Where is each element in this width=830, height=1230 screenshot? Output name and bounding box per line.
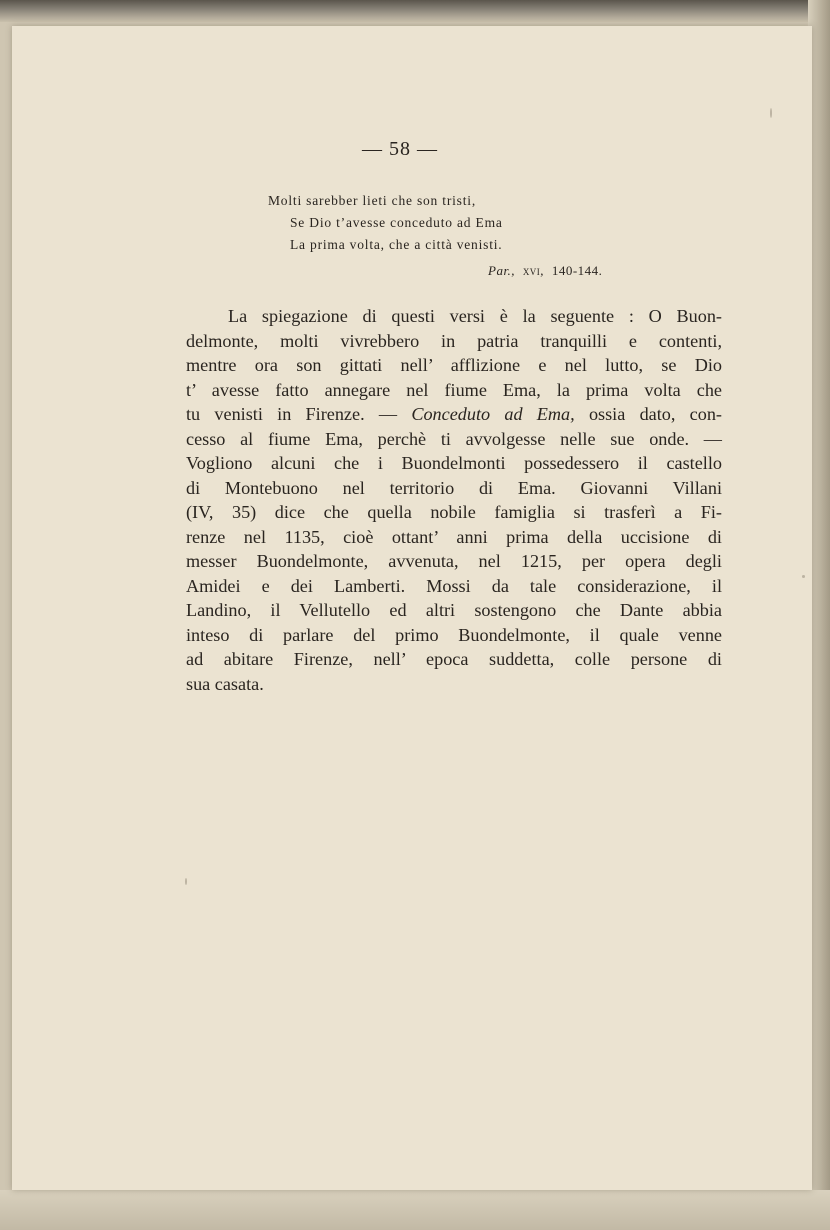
scan-bottom-edge [0, 1190, 830, 1230]
paper-speck [185, 878, 187, 885]
commentary-paragraph [186, 304, 722, 696]
page-number: — 58 — [362, 138, 438, 160]
paragraph-segment: tu venisti in Firenze. — [186, 404, 398, 424]
verse-line: La prima volta, che a città venisti. [290, 237, 503, 252]
paragraph-line: Vogliono alcuni che i Buondelmonti possedessero il castello [186, 453, 722, 473]
verse-quote [268, 190, 628, 256]
paragraph-line: (IV, 35) dice che quella nobile famiglia si trasferì a Fi- [186, 502, 722, 522]
italic-quotation: Conceduto ad Ema, [411, 404, 575, 424]
paper-speck [770, 108, 772, 118]
paragraph-line: La spiegazione di questi versi è la seguente : O Buon- [228, 306, 722, 326]
verse-line: Se Dio t’avesse conceduto ad Ema [290, 215, 503, 230]
citation-lines: 140-144. [551, 263, 603, 278]
paragraph-line: cesso al fiume Ema, perchè ti avvolgesse nelle sue onde. — [186, 428, 722, 449]
verse-line: Molti sarebber lieti che son tristi, [268, 193, 477, 208]
paragraph-line-mixed [186, 402, 722, 427]
paragraph-segment: ossia dato, con- [588, 404, 722, 424]
paragraph-line: sua casata. [186, 673, 264, 694]
paragraph-line: inteso di parlare del primo Buondelmonte, il quale venne [186, 624, 722, 645]
citation-book: xvi, [522, 263, 545, 278]
paragraph-line: Landino, il Vellutello ed altri sostengono che Dante abbia [186, 600, 722, 620]
paragraph-line: messer Buondelmonte, avvenuta, nel 1215, per opera degli [186, 551, 722, 571]
paragraph-line: delmonte, molti vivrebbero in patria tranquilli e contenti, [186, 330, 722, 351]
verse-citation [488, 263, 602, 279]
paragraph-line: t’ avesse fatto annegare nel fiume Ema, la prima volta che [186, 379, 722, 400]
paragraph-line: ad abitare Firenze, nell’ epoca suddetta, colle persone di [186, 649, 722, 669]
paragraph-line: di Montebuono nel territorio di Ema. Giovanni Villani [186, 477, 722, 498]
scan-top-edge [0, 0, 830, 22]
paragraph-line: Amidei e dei Lamberti. Mossi da tale considerazione, il [186, 575, 722, 596]
paragraph-line: renze nel 1135, cioè ottant’ anni prima della uccisione di [186, 526, 722, 547]
paragraph-line: mentre ora son gittati nell’ afflizione e nel lutto, se Dio [186, 355, 722, 375]
paper-speck [802, 575, 805, 578]
citation-reference: Par., [488, 263, 516, 278]
